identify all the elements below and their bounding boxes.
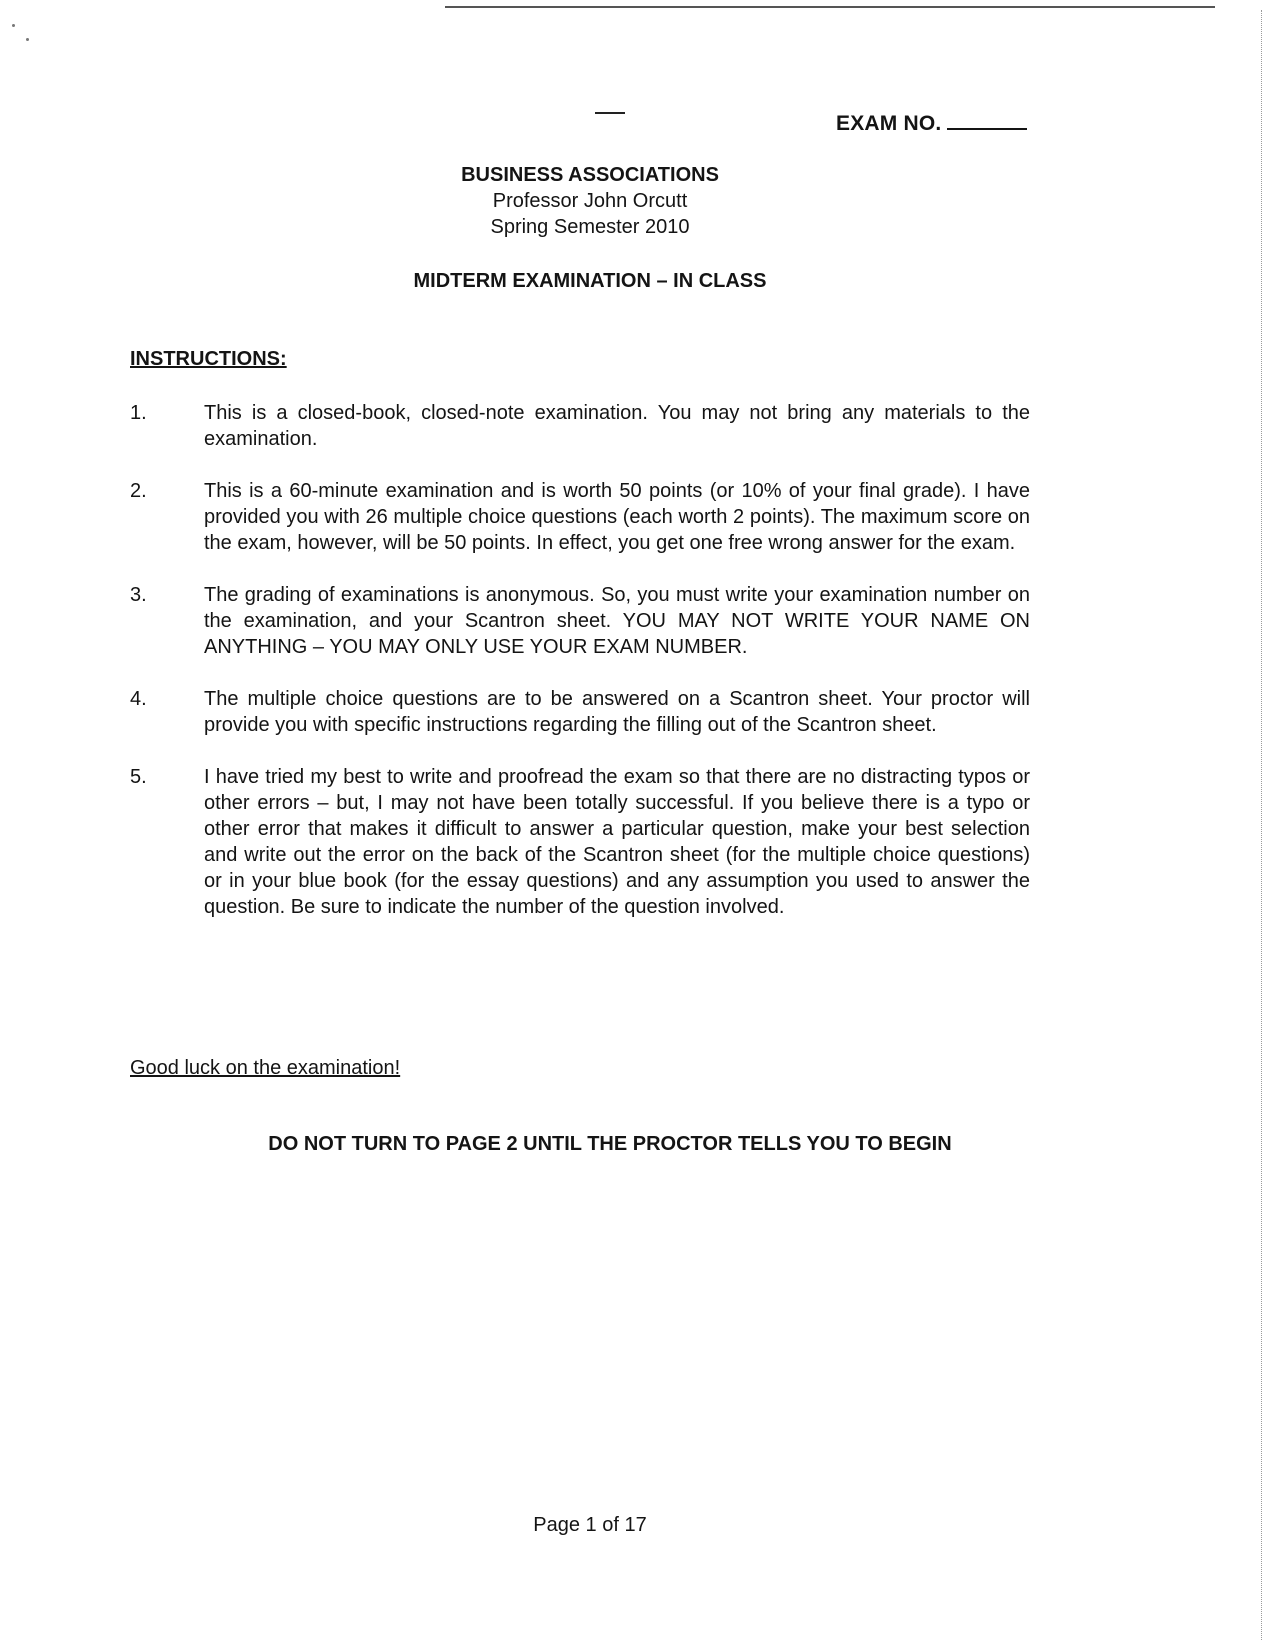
course-header: [380, 162, 800, 240]
instruction-text: This is a closed-book, closed-note examination. You may not bring any materials to the examination.: [204, 402, 1030, 450]
instruction-text: I have tried my best to write and proofread the exam so that there are no distracting typos or other errors – but, I may not have been totally successful. If you believe there is a typo or other error that makes it difficult to answer a particular question, make your best selection and write out the error on the back of the Scantron sheet (for the multiple choice questions) or in your blue book (for the essay questions) and any assumption you used to answer the question. Be sure to indicate the number of the question involved.: [204, 766, 1030, 918]
instruction-item: [130, 582, 1030, 660]
instruction-item: [130, 686, 1030, 738]
instruction-number: 3.: [130, 584, 147, 606]
instructions-heading: INSTRUCTIONS:: [130, 348, 287, 370]
professor-name: Professor John Orcutt: [492, 190, 688, 212]
begin-notice: DO NOT TURN TO PAGE 2 UNTIL THE PROCTOR TELLS YOU TO BEGIN: [268, 1133, 952, 1155]
course-title: BUSINESS ASSOCIATIONS: [461, 164, 719, 186]
dash-mark: [595, 112, 625, 114]
instruction-number: 4.: [130, 688, 147, 710]
instructions-list: [130, 400, 1030, 946]
closing-message: Good luck on the examination!: [130, 1057, 401, 1079]
exam-title: MIDTERM EXAMINATION – IN CLASS: [413, 270, 767, 292]
instruction-text: The grading of examinations is anonymous. So, you must write your examination number on the examination, and your Scantron sheet. YOU MAY NOT WRITE YOUR NAME ON ANYTHING – YOU MAY ONLY USE YOUR EXAM NUMBER.: [204, 584, 1030, 658]
instruction-number: 2.: [130, 480, 147, 502]
instruction-item: [130, 400, 1030, 452]
instruction-number: 5.: [130, 766, 147, 788]
instruction-number: 1.: [130, 402, 147, 424]
instruction-text: This is a 60-minute examination and is worth 50 points (or 10% of your final grade). I have provided you with 26 multiple choice questions (each worth 2 points). The maximum score on the exam, however, will be 50 points. In effect, you get one free wrong answer for the exam.: [204, 480, 1030, 554]
instruction-item: [130, 478, 1030, 556]
exam-number-blank: [947, 110, 1027, 130]
scan-speck: [26, 38, 29, 41]
scan-margin-artifact: [1261, 10, 1262, 1640]
instruction-text: The multiple choice questions are to be answered on a Scantron sheet. Your proctor will provide you with specific instructions regarding the filling out of the Scantron sheet.: [204, 688, 1030, 736]
instruction-item: [130, 764, 1030, 920]
semester: Spring Semester 2010: [490, 216, 690, 238]
exam-number-label: EXAM NO.: [836, 112, 942, 135]
scan-speck: [12, 24, 15, 27]
page-number: Page 1 of 17: [533, 1514, 647, 1536]
scan-edge-line: [445, 6, 1215, 8]
exam-number-field: [836, 110, 1027, 136]
